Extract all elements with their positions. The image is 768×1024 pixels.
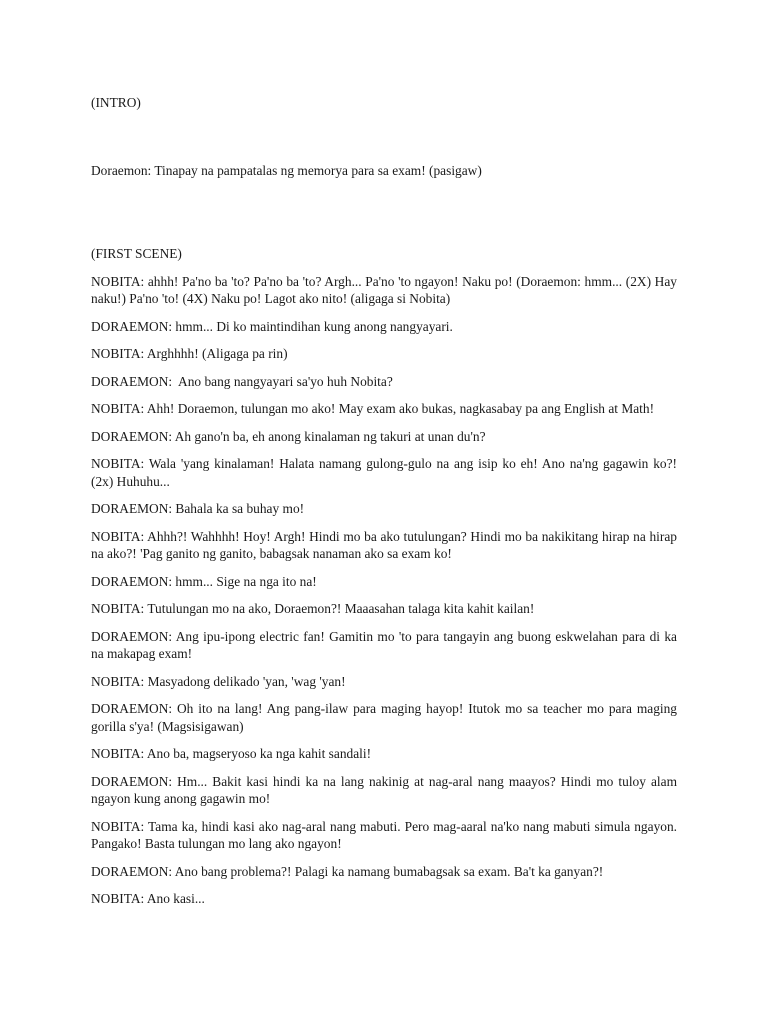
dialogue-line: NOBITA: Masyadong delikado 'yan, 'wag 'yan! xyxy=(91,673,346,689)
dialogue-line: DORAEMON: Ah gano'n ba, eh anong kinalaman ng takuri at unan du'n? xyxy=(91,428,486,444)
dialogue-line: DORAEMON: Ano bang nangyayari sa'yo huh Nobita? xyxy=(91,373,393,389)
dialogue-line: NOBITA: Ano kasi... xyxy=(91,891,205,906)
spacer xyxy=(91,122,677,162)
dialogue-line: DORAEMON: hmm... Sige na nga ito na! xyxy=(91,573,317,589)
dialogue-line: DORAEMON: Bahala ka sa buhay mo! xyxy=(91,501,305,516)
dialogue-line: NOBITA: Tutulungan mo na ako, Doraemon?! Maaasahan talaga kita kahit kailan! xyxy=(91,601,535,616)
intro-line: Doraemon: Tinapay na pampatalas ng memorya para sa exam! (pasigaw) xyxy=(91,162,482,178)
dialogue-line: DORAEMON: Oh ito na lang! Ang pang-ilaw para maging hayop! Itutok mo sa teacher mo para maging gorilla s'ya! (Magsisigawan) xyxy=(91,701,677,734)
dialogue-line: NOBITA: Wala 'yang kinalaman! Halata namang gulong-gulo na ang isip ko eh! Ano na'ng gagawin ko?! (2x) Huhuhu... xyxy=(91,456,677,489)
dialogue-line: NOBITA: Ahh! Doraemon, tulungan mo ako! May exam ako bukas, nagkasabay pa ang English at Math! xyxy=(91,401,655,416)
script-body xyxy=(91,94,677,918)
dialogue-line: DORAEMON: Ang ipu-ipong electric fan! Gamitin mo 'to para tangayin ang buong eskwelahan para di ka na makapag exam! xyxy=(91,628,677,661)
dialogue-line: NOBITA: Ano ba, magseryoso ka nga kahit sandali! xyxy=(91,746,372,761)
dialogue-line: NOBITA: Tama ka, hindi kasi ako nag-aral nang mabuti. Pero mag-aaral na'ko nang mabuti simula ngayon. Pangako! Basta tulungan mo lang ako ngayon! xyxy=(91,818,677,851)
dialogue-line: DORAEMON: Ano bang problema?! Palagi ka namang bumabagsak sa exam. Ba't ka ganyan?! xyxy=(91,863,604,879)
dialogue-line: NOBITA: Arghhhh! (Aligaga pa rin) xyxy=(91,346,288,361)
dialogue-line: NOBITA: Ahhh?! Wahhhh! Hoy! Argh! Hindi mo ba ako tutulungan? Hindi mo ba nakikitang hirap na hirap na ako?! 'Pag ganito ng ganito, babagsak nanaman ako sa exam ko! xyxy=(91,528,677,561)
dialogue-line: DORAEMON: Hm... Bakit kasi hindi ka na lang nakinig at nag-aral nang maayos? Hindi mo tuloy alam ngayon kung anong gagawin mo! xyxy=(91,773,677,806)
dialogue-line: NOBITA: ahhh! Pa'no ba 'to? Pa'no ba 'to? Argh... Pa'no 'to ngayon! Naku po! (Doraemon: hmm... (2X) Hay naku!) Pa'no 'to! (4X) Naku po! Lagot ako nito! (aligaga si Nobita) xyxy=(91,273,677,306)
spacer xyxy=(91,189,677,245)
intro-heading: (INTRO) xyxy=(91,95,141,110)
dialogue-line: DORAEMON: hmm... Di ko maintindihan kung anong nangyayari. xyxy=(91,318,453,334)
scene-heading: (FIRST SCENE) xyxy=(91,246,182,261)
